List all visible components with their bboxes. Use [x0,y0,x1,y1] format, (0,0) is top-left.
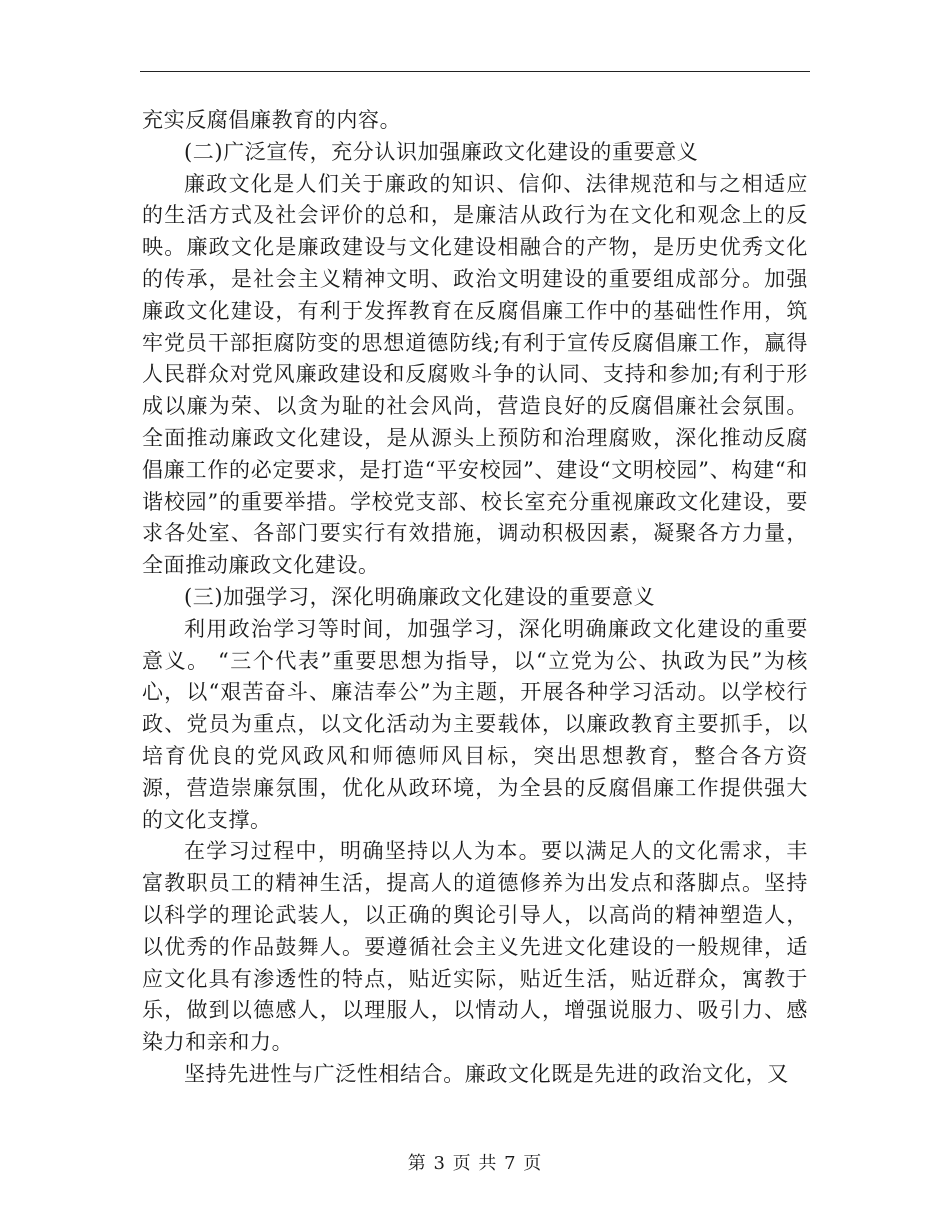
page-number: 第 3 页 共 7 页 [407,1153,543,1174]
paragraph-people-oriented: 在学习过程中，明确坚持以人为本。要以满足人的文化需求，丰富教职员工的精神生活，提高人的道德修养为出发点和落脚点。坚持以科学的理论武装人，以正确的舆论引导人，以高尚的精神塑造人，以优秀的作品鼓舞人。要遵循社会主义先进文化建设的一般规律，适应文化具有渗透性的特点，贴近实际，贴近生活，贴近群众，寓教于乐，做到以德感人，以理服人，以情动人，增强说服力、吸引力、感染力和亲和力。 [142,839,808,1055]
paragraph-intro-tail: 充实反腐倡廉教育的内容。 [142,108,402,132]
section-heading-3: (三)加强学习，深化明确廉政文化建设的重要意义 [184,584,656,609]
paragraph-study: 利用政治学习等时间，加强学习，深化明确廉政文化建设的重要意义。 “三个代表”重要思想为指导，以“立党为公、执政为民”为核心，以“艰苦奋斗、廉洁奉公”为主题，开展各种学习活动。以学校行政、党员为重点，以文化活动为主要载体，以廉政教育主要抓手，以培育优良的党风政风和师德师风目标，突出思想教育，整合各方资源，营造崇廉氛围，优化从政环境，为全县的反腐倡廉工作提供强大的文化支撑。 [142,616,808,832]
header-rule [140,71,810,72]
document-body [142,105,808,1091]
page-footer [0,1152,950,1176]
paragraph-lianzheng-culture: 廉政文化是人们关于廉政的知识、信仰、法律规范和与之相适应的生活方式及社会评价的总和，是廉洁从政行为在文化和观念上的反映。廉政文化是廉政建设与文化建设相融合的产物，是历史优秀文化的传承，是社会主义精神文明、政治文明建设的重要组成部分。加强廉政文化建设，有利于发挥教育在反腐倡廉工作中的基础性作用，筑牢党员干部拒腐防变的思想道德防线;有利于宣传反腐倡廉工作，赢得人民群众对党风廉政建设和反腐败斗争的认同、支持和参加;有利于形成以廉为荣、以贪为耻的社会风尚，营造良好的反腐倡廉社会氛围。全面推动廉政文化建设，是从源头上预防和治理腐败，深化推动反腐倡廉工作的必定要求，是打造“平安校园”、建设“文明校园”、构建“和谐校园”的重要举措。学校党支部、校长室充分重视廉政文化建设，要求各处室、各部门要实行有效措施，调动积极因素，凝聚各方力量，全面推动廉政文化建设。 [142,171,808,578]
section-heading-2: (二)广泛宣传，充分认识加强廉政文化建设的重要意义 [184,139,699,164]
paragraph-advanced-broad: 坚持先进性与广泛性相结合。廉政文化既是先进的政治文化，又 [184,1061,789,1086]
